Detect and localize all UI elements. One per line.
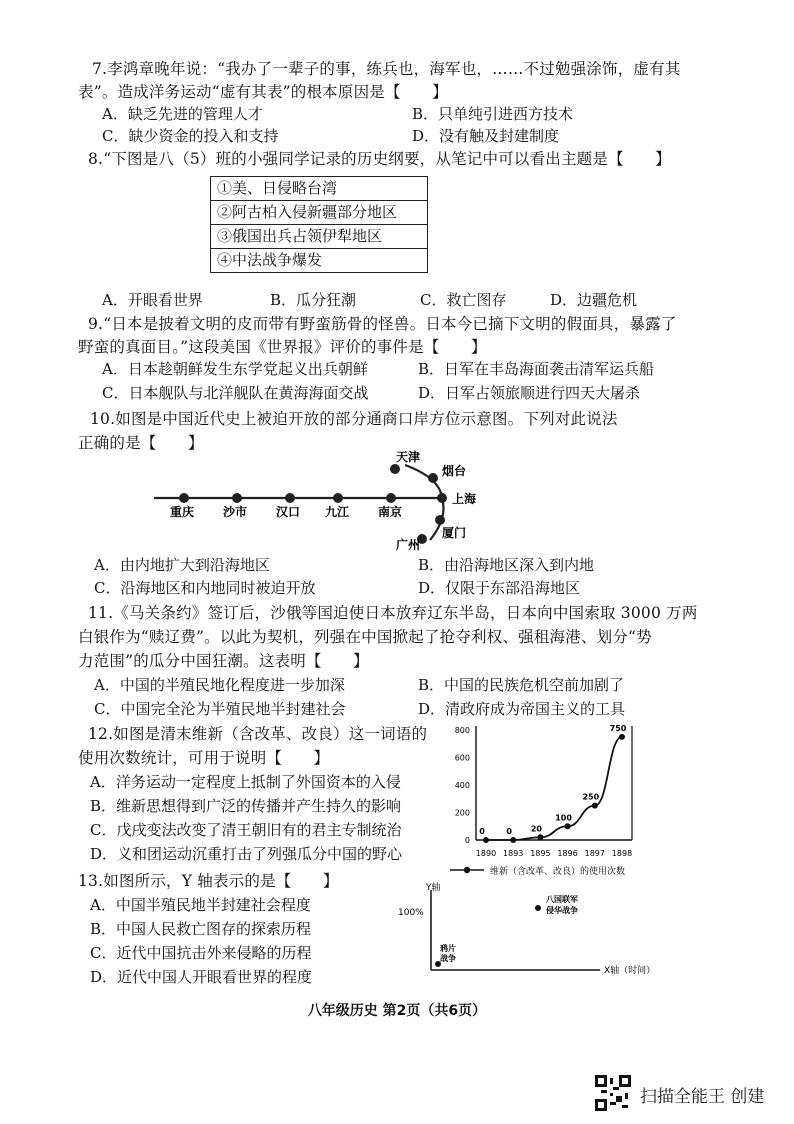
q8-note-4: ④中法战争爆发 [217, 251, 323, 269]
q8-option-c: C．救亡图存 [420, 291, 507, 309]
q12-x-tick-label: 1897 [584, 849, 605, 858]
q12-x-tick-label: 1896 [557, 849, 578, 858]
q12-option-b: B．维新思想得到广泛的传播并产生持久的影响 [90, 797, 402, 815]
q8-option-d: D．边疆危机 [550, 291, 638, 309]
q12-data-point [565, 823, 571, 829]
q10-stem-line1: 10.如图是中国近代史上被迫开放的部分通商口岸方位示意图。下列对此说法 [90, 410, 618, 428]
q11-option-a: A．中国的半殖民地化程度进一步加深 [94, 676, 345, 694]
q12-data-label: 0 [479, 827, 485, 836]
city-label-yantai: 烟台 [442, 464, 467, 478]
city-label-jiujiang: 九江 [325, 505, 350, 519]
q12-y-tick-label: 800 [454, 726, 470, 735]
q12-y-tick-label: 0 [464, 836, 470, 845]
q12-data-point [483, 837, 489, 843]
scanner-brand-text: 扫描全能王 创建 [640, 1087, 765, 1107]
q7-stem-line2: 表”。造成洋务运动“虚有其表”的根本原因是【 】 [78, 83, 448, 101]
q12-y-tick-label: 400 [454, 781, 470, 790]
q10-treaty-ports-map [150, 448, 480, 553]
city-dot-shashi [232, 493, 242, 503]
q12-option-d: D．义和团运动沉重打击了列强瓜分中国的野心 [90, 845, 403, 863]
page-footer: 八年级历史 第2页（共6页） [307, 1003, 487, 1019]
coast-line [405, 465, 444, 540]
q13-stem: 13.如图所示，Y 轴表示的是【 】 [78, 872, 339, 890]
q13-option-b: B．中国人民救亡图存的探索历程 [90, 920, 312, 938]
q7-option-c: C．缺少资金的投入和支持 [102, 127, 279, 145]
q11-stem-line1: 11.《马关条约》签订后，沙俄等国迫使日本放弃辽东半岛，日本向中国索取 3000 万两 [88, 604, 698, 622]
q12-data-point [537, 834, 543, 840]
q13-option-a: A．中国半殖民地半封建社会程度 [90, 896, 311, 914]
q13-x-label: X轴（时间） [604, 966, 656, 976]
q12-data-point [510, 837, 516, 843]
q12-y-tick-label: 600 [454, 753, 470, 763]
q12-points [483, 734, 625, 843]
q8-note-3: ③俄国出兵占领伊犁地区 [211, 225, 427, 249]
q11-stem-line3: 力范围”的瓜分中国狂潮。这表明【 】 [78, 652, 369, 670]
q11-option-c: C．中国完全沦为半殖民地半封建社会 [94, 700, 346, 718]
city-dot-xiamen [435, 515, 445, 525]
city-dot-shanghai [437, 493, 447, 503]
q10-option-c: C．沿海地区和内地同时被迫开放 [94, 579, 316, 597]
q12-series-line [486, 737, 622, 840]
q10-stem-line2: 正确的是【 】 [78, 434, 204, 452]
city-dot-nanjing [386, 493, 396, 503]
q12-x-tick-label: 1890 [475, 849, 497, 858]
q7-option-b: B．只单纯引进西方技术 [412, 105, 574, 123]
q13-point-eight-nation [535, 905, 541, 911]
q12-legend-marker [464, 867, 470, 873]
q13-label-opium-war-1: 鸦片 [440, 944, 456, 953]
q9-stem-line1: 9.“日本是披着文明的皮而带有野蛮筋骨的怪兽。日本今已摘下文明的假面具，暴露了 [88, 315, 677, 333]
qr-code-icon [595, 1075, 631, 1111]
city-label-shashi: 沙市 [223, 505, 248, 519]
q11-option-d: D．清政府成为帝国主义的工具 [418, 700, 626, 718]
city-label-nanjing: 南京 [378, 505, 403, 519]
q9-option-b: B．日军在丰岛海面袭击清军运兵船 [418, 360, 655, 378]
q12-data-label: 0 [506, 827, 512, 836]
q9-option-d: D．日军占领旅顺进行四天大屠杀 [418, 384, 641, 402]
city-dot-hankou [285, 493, 295, 503]
q12-x-tick-label: 1895 [530, 849, 551, 858]
q13-y-label: Y轴 [426, 883, 441, 893]
q12-data-label: 750 [609, 723, 627, 733]
q7-stem-line1: 7.李鸿章晚年说：“我办了一辈子的事，练兵也，海军也，……不过勉强涂饰，虚有其 [92, 60, 681, 78]
q13-option-c: C．近代中国抗击外来侵略的历程 [90, 944, 312, 962]
q9-option-c: C．日本舰队与北洋舰队在黄海海面交战 [102, 384, 369, 402]
q12-data-point [592, 803, 598, 809]
q11-stem-line2: 白银作为“赎辽费”。以此为契机，列强在中国掀起了抢夺利权、强租海港、划分“势 [78, 628, 652, 646]
q8-note-1: ①美、日侵略台湾 [211, 177, 427, 201]
q12-data-labels [479, 724, 627, 836]
q12-data-label: 250 [582, 792, 600, 802]
q10-option-a: A．由内地扩大到沿海地区 [94, 556, 270, 574]
q12-data-label: 20 [530, 824, 542, 834]
q8-option-b: B．瓜分狂潮 [270, 291, 357, 309]
q7-option-a: A．缺乏先进的管理人才 [102, 105, 263, 123]
q12-legend-label: 维新（含改革、改良）的使用次数 [490, 867, 626, 877]
q9-stem-line2: 野蛮的真面目。”这段美国《世界报》评价的事件是【 】 [78, 338, 487, 356]
q12-usage-chart [440, 718, 700, 878]
q11-option-b: B．中国的民族危机空前加剧了 [418, 676, 625, 694]
q8-note-2: ②阿古柏入侵新疆部分地区 [211, 201, 427, 225]
city-label-tianjin: 天津 [396, 450, 421, 464]
q9-option-a: A．日本趁朝鲜发生东学党起义出兵朝鲜 [102, 360, 368, 378]
q8-option-a: A．开眼看世界 [102, 291, 203, 309]
city-dot-tianjin [390, 464, 400, 474]
q12-x-tick-label: 1898 [611, 849, 633, 858]
city-dot-jiujiang [333, 493, 343, 503]
city-label-shanghai: 上海 [452, 492, 477, 506]
q8-notes-box [210, 176, 428, 273]
city-label-hankou: 汉口 [276, 505, 301, 519]
q12-option-c: C．戊戌变法改变了清王朝旧有的君主专制统治 [90, 821, 402, 839]
q7-option-d: D．没有触及封建制度 [412, 127, 560, 145]
q13-option-d: D．近代中国人开眼看世界的程度 [90, 968, 313, 986]
q12-x-ticks [476, 849, 632, 858]
city-label-chongqing: 重庆 [170, 505, 195, 519]
q12-data-point [619, 734, 625, 740]
q12-stem-line2: 使用次数统计，可用于说明【 】 [78, 749, 330, 767]
city-dot-yantai [428, 473, 438, 483]
q10-option-d: D．仅限于东部沿海地区 [418, 579, 581, 597]
q12-x-tick-label: 1893 [503, 849, 524, 858]
q10-option-b: B．由沿海地区深入到内地 [418, 556, 595, 574]
q12-y-ticks [455, 726, 470, 845]
city-dot-chongqing [179, 493, 189, 503]
city-label-guangzhou: 广州 [396, 538, 421, 552]
q13-label-eight-nation-2: 侵华战争 [546, 906, 578, 915]
city-label-xiamen: 厦门 [442, 526, 467, 540]
q8-stem: 8.“下图是八（5）班的小强同学记录的历史纲要，从笔记中可以看出主题是【 】 [88, 150, 671, 168]
q12-y-tick-label: 200 [454, 808, 470, 818]
q12-option-a: A．洋务运动一定程度上抵制了外国资本的入侵 [90, 773, 401, 791]
q12-axes [476, 723, 632, 840]
q12-stem-line1: 12.如图是清末维新（含改革、改良）这一词语的 [88, 725, 428, 743]
q13-axis-chart [368, 878, 688, 978]
q12-data-label: 100 [555, 813, 572, 823]
q13-label-eight-nation-1: 八国联军 [546, 895, 578, 904]
q13-y-tick-100: 100% [398, 908, 424, 918]
q13-label-opium-war-2: 战争 [440, 954, 456, 963]
